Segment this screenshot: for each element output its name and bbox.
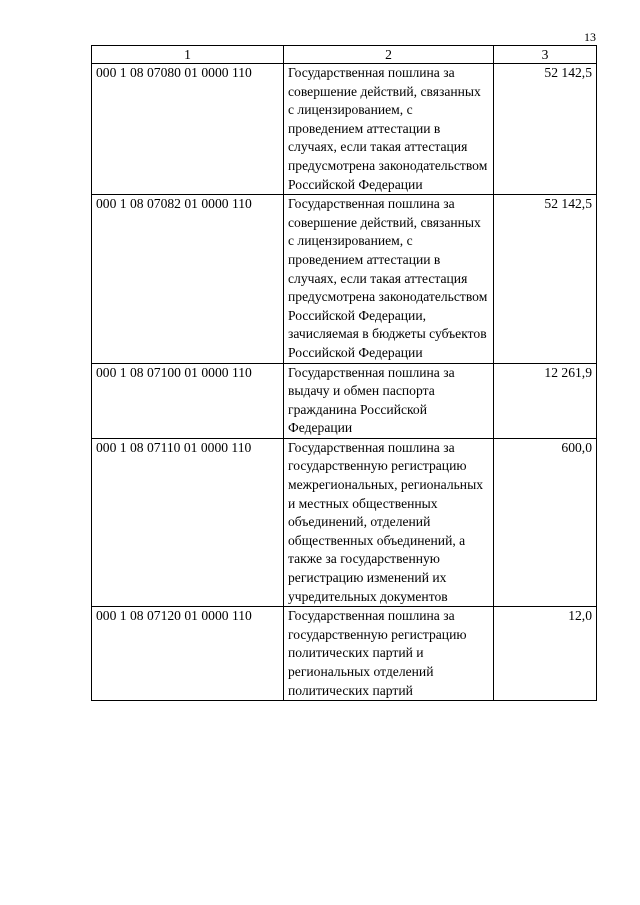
table-row bbox=[92, 363, 597, 438]
classification-code: 000 1 08 07120 01 0000 110 bbox=[92, 607, 284, 701]
revenue-amount: 12 261,9 bbox=[494, 363, 597, 438]
revenue-description: Государственная пошлина за совершение действий, связанных с лицензированием, с проведением аттестации в случаях, если такая аттестация предусмотрена законодательством Российской Федерации, зачисляемая в бюджеты субъектов Российской Федерации bbox=[284, 195, 494, 363]
classification-code: 000 1 08 07082 01 0000 110 bbox=[92, 195, 284, 363]
revenue-description: Государственная пошлина за совершение действий, связанных с лицензированием, с проведением аттестации в случаях, если такая аттестация предусмотрена законодательством Российской Федерации bbox=[284, 64, 494, 195]
column-header-3: 3 bbox=[494, 46, 597, 64]
classification-code: 000 1 08 07080 01 0000 110 bbox=[92, 64, 284, 195]
classification-code: 000 1 08 07100 01 0000 110 bbox=[92, 363, 284, 438]
budget-revenue-table bbox=[91, 45, 597, 701]
revenue-amount: 52 142,5 bbox=[494, 64, 597, 195]
revenue-amount: 52 142,5 bbox=[494, 195, 597, 363]
revenue-description: Государственная пошлина за государственную регистрацию межрегиональных, региональных и местных общественных объединений, отделений общественных объединений, а также за государственную регистрацию изменений их учредительных документов bbox=[284, 438, 494, 606]
revenue-amount: 12,0 bbox=[494, 607, 597, 701]
classification-code: 000 1 08 07110 01 0000 110 bbox=[92, 438, 284, 606]
table-row bbox=[92, 64, 597, 195]
table-row bbox=[92, 438, 597, 606]
column-header-2: 2 bbox=[284, 46, 494, 64]
revenue-description: Государственная пошлина за государственную регистрацию политических партий и региональных отделений политических партий bbox=[284, 607, 494, 701]
column-header-1: 1 bbox=[92, 46, 284, 64]
revenue-description: Государственная пошлина за выдачу и обмен паспорта гражданина Российской Федерации bbox=[284, 363, 494, 438]
table-header-row bbox=[92, 46, 597, 64]
table-row bbox=[92, 607, 597, 701]
revenue-amount: 600,0 bbox=[494, 438, 597, 606]
table-row bbox=[92, 195, 597, 363]
page-number: 13 bbox=[584, 30, 596, 44]
